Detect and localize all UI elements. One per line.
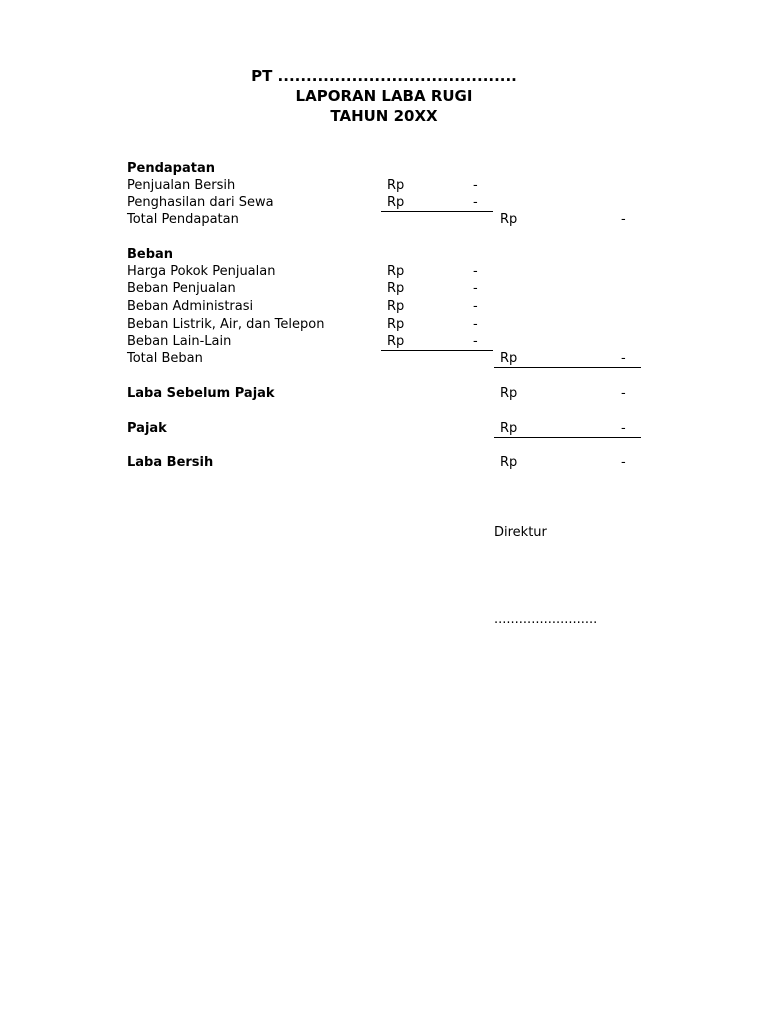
- row-value-beban-listrik: -: [473, 317, 478, 332]
- row-value-beban-administrasi: -: [473, 299, 478, 314]
- total-pendapatan-value: -: [621, 212, 626, 227]
- row-value-beban-penjualan: -: [473, 281, 478, 296]
- pajak-currency: Rp: [500, 421, 518, 436]
- row-currency-beban-lain: Rp: [387, 334, 405, 349]
- pendapatan-heading: Pendapatan: [127, 161, 215, 176]
- beban-heading: Beban: [127, 247, 174, 262]
- report-title: LAPORAN LABA RUGI: [295, 87, 473, 105]
- row-label-penjualan-bersih: Penjualan Bersih: [127, 178, 236, 193]
- row-label-penghasilan-sewa: Penghasilan dari Sewa: [127, 195, 274, 210]
- laba-bersih-currency: Rp: [500, 455, 518, 470]
- row-label-beban-lain: Beban Lain-Lain: [127, 334, 232, 349]
- row-currency-beban-listrik: Rp: [387, 317, 405, 332]
- row-currency-hpp: Rp: [387, 264, 405, 279]
- total-underline: [494, 437, 641, 438]
- row-currency-beban-administrasi: Rp: [387, 299, 405, 314]
- laba-bersih-value: -: [621, 455, 626, 470]
- row-label-beban-penjualan: Beban Penjualan: [127, 281, 236, 296]
- row-value-penghasilan-sewa: -: [473, 195, 478, 210]
- row-currency-beban-penjualan: Rp: [387, 281, 405, 296]
- row-currency-penjualan-bersih: Rp: [387, 178, 405, 193]
- total-pendapatan-label: Total Pendapatan: [127, 212, 239, 227]
- total-beban-value: -: [621, 351, 626, 366]
- total-pendapatan-currency: Rp: [500, 212, 518, 227]
- row-value-beban-lain: -: [473, 334, 478, 349]
- row-label-beban-listrik: Beban Listrik, Air, dan Telepon: [127, 317, 325, 332]
- signature-title: Direktur: [494, 525, 547, 540]
- row-label-beban-administrasi: Beban Administrasi: [127, 299, 254, 314]
- row-value-hpp: -: [473, 264, 478, 279]
- pajak-label: Pajak: [127, 421, 167, 436]
- row-label-hpp: Harga Pokok Penjualan: [127, 264, 276, 279]
- subtotal-underline: [381, 350, 493, 351]
- pajak-value: -: [621, 421, 626, 436]
- total-beban-label: Total Beban: [127, 351, 203, 366]
- total-beban-currency: Rp: [500, 351, 518, 366]
- signature-name-line: .........................: [494, 612, 598, 627]
- laba-sebelum-pajak-label: Laba Sebelum Pajak: [127, 386, 275, 401]
- subtotal-underline: [381, 211, 493, 212]
- total-underline: [494, 367, 641, 368]
- laba-sebelum-pajak-currency: Rp: [500, 386, 518, 401]
- laba-sebelum-pajak-value: -: [621, 386, 626, 401]
- row-currency-penghasilan-sewa: Rp: [387, 195, 405, 210]
- company-name: PT ..........................................: [251, 67, 517, 85]
- report-year: TAHUN 20XX: [330, 107, 438, 125]
- laba-bersih-label: Laba Bersih: [127, 455, 214, 470]
- row-value-penjualan-bersih: -: [473, 178, 478, 193]
